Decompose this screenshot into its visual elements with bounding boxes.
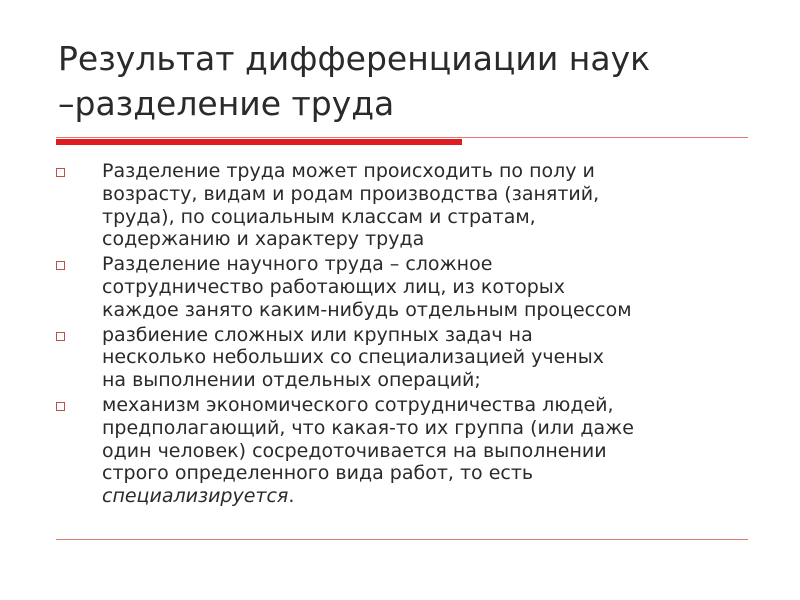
slide-title-line-1: Результат дифференциации наук — [58, 39, 651, 78]
hollow-square-bullet-icon — [56, 402, 65, 411]
title-divider-accent — [56, 139, 462, 145]
bullet-line: предполагающий, что какая-то их группа (или даже — [102, 416, 634, 439]
bullet-line: Разделение научного труда – сложное — [102, 253, 493, 276]
bullet-line: на выполнении отдельных операций; — [102, 369, 481, 392]
bullet-line: возрасту, видам и родам производства (занятий, — [102, 182, 600, 205]
bullet-line: Разделение труда может происходить по полу и — [102, 160, 595, 182]
slide-title — [58, 36, 758, 126]
bullet-item-3 — [56, 324, 756, 392]
hollow-square-bullet-icon — [56, 168, 65, 177]
footer-divider — [56, 539, 748, 540]
bullet-line: разбиение сложных или крупных задач на — [102, 323, 533, 346]
bullet-line: несколько небольших со специализацией ученых — [102, 346, 604, 369]
slide-title-line-2: –разделение труда — [58, 84, 395, 123]
bullet-item-1 — [56, 160, 756, 251]
hollow-square-bullet-icon — [56, 332, 65, 341]
hollow-square-bullet-icon — [56, 261, 65, 270]
bullet-line: труда), по социальным классам и стратам, — [102, 205, 536, 228]
bullet-line: строго определенного вида работ, то есть — [102, 462, 534, 485]
bullet-line: каждое занято каким-нибудь отдельным процессом — [102, 298, 632, 321]
bullet-line: механизм экономического сотрудничества людей, — [102, 393, 614, 416]
bullet-line-final — [102, 485, 756, 508]
bullet-line: один человек) сосредоточивается на выполнении — [102, 439, 607, 462]
bullet-line: сотрудничество работающих лиц, из которых — [102, 275, 566, 298]
title-divider-thin — [56, 137, 748, 138]
bullet-item-2 — [56, 253, 756, 321]
bullet-list — [56, 160, 756, 510]
bullet-line: содержанию и характеру труда — [102, 228, 425, 251]
bullet-item-4 — [56, 394, 756, 508]
emphasized-term: специализируется — [102, 485, 289, 508]
sentence-end: . — [288, 485, 295, 508]
